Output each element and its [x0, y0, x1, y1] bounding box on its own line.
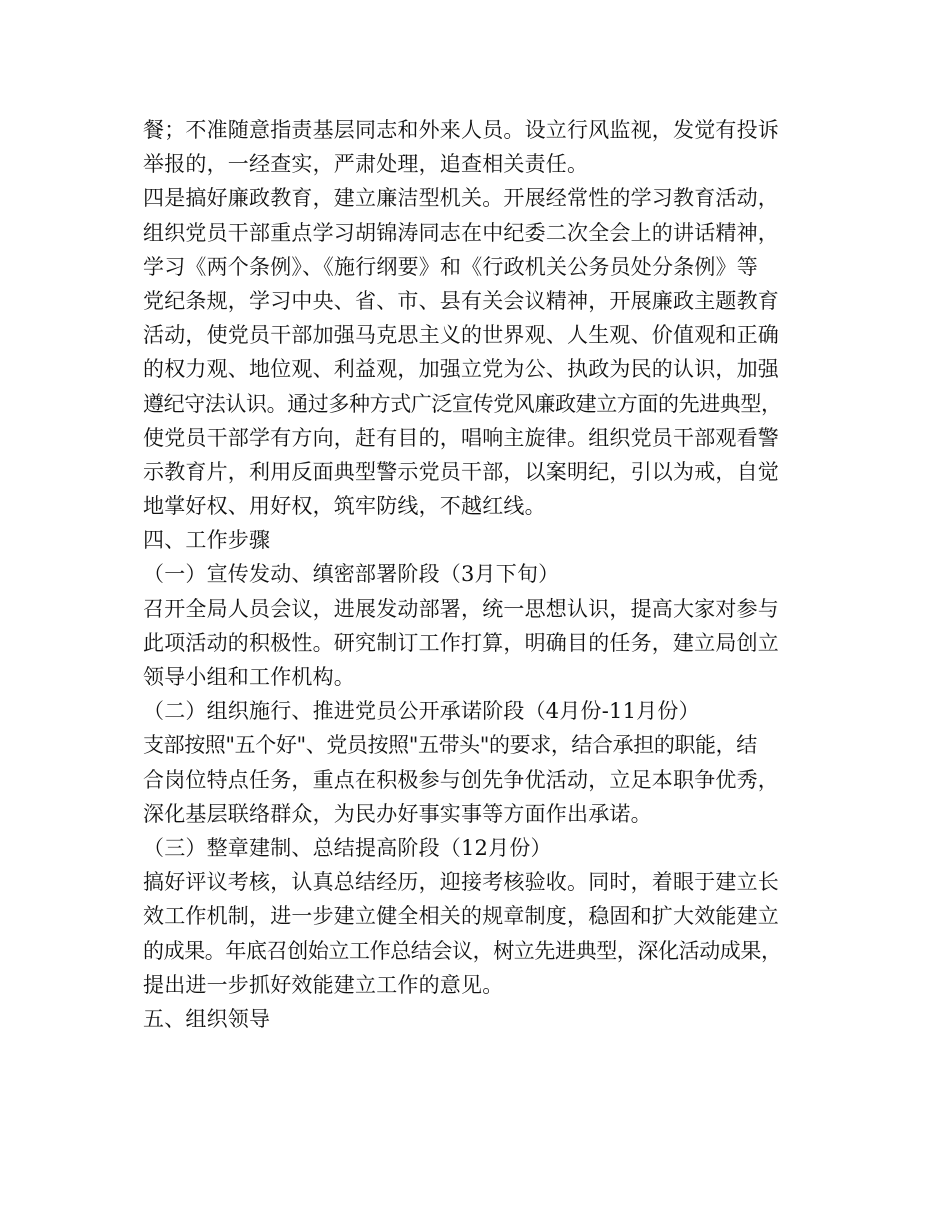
text-line: 效工作机制，进一步建立健全相关的规章制度，稳固和扩大效能建立	[143, 904, 779, 929]
text-line: 召开全局人员会议，进展发动部署，统一思想认识，提高大家对参与	[143, 596, 779, 621]
body-text	[143, 113, 843, 1036]
text-line: 组织党员干部重点学习胡锦涛同志在中纪委二次全会上的讲话精神，	[143, 220, 779, 245]
text-line: 举报的，一经查实，严肃处理，追查相关责任。	[143, 152, 589, 177]
text-line: 学习《两个条例》、《施行纲要》和《行政机关公务员处分条例》等	[143, 254, 758, 279]
text-line: 领导小组和工作机构。	[143, 665, 355, 689]
subsection-heading: （三）整章建制、总结提高阶段（12月份）	[143, 835, 552, 860]
text-line: 支部按照"五个好"、党员按照"五带头"的要求，结合承担的职能，结	[143, 733, 757, 758]
text-line: 使党员干部学有方向，赶有目的，唱响主旋律。组织党员干部观看警	[143, 425, 779, 450]
subsection-heading: （二）组织施行、推进党员公开承诺阶段（4月份-11月份）	[143, 699, 700, 724]
text-line: 示教育片，利用反面典型警示党员干部，以案明纪，引以为戒，自觉	[143, 459, 779, 484]
text-line: 此项活动的积极性。研究制订工作打算，明确目的任务，建立局创立	[143, 630, 779, 655]
section-heading: 五、组织领导	[143, 1006, 271, 1031]
text-line: 地掌好权、用好权，筑牢防线，不越红线。	[143, 494, 546, 519]
text-line: 深化基层联络群众，为民办好事实事等方面作出承诺。	[143, 801, 652, 826]
text-line: 四是搞好廉政教育，建立廉洁型机关。开展经常性的学习教育活动，	[143, 186, 779, 211]
text-line: 党纪条规，学习中央、省、市、县有关会议精神，开展廉政主题教育	[143, 288, 779, 313]
text-line: 的成果。年底召创始立工作总结会议，树立先进典型，深化活动成果，	[143, 938, 782, 963]
text-line: 的权力观、地位观、利益观，加强立党为公、执政为民的认识，加强	[143, 357, 779, 382]
text-line: 合岗位特点任务，重点在积极参与创先争优活动，立足本职争优秀，	[143, 767, 779, 792]
subsection-heading: （一）宣传发动、缜密部署阶段（3月下旬）	[143, 562, 560, 587]
section-heading: 四、工作步骤	[143, 528, 271, 553]
text-line: 活动，使党员干部加强马克思主义的世界观、人生观、价值观和正确	[143, 323, 779, 348]
text-line: 提出进一步抓好效能建立工作的意见。	[143, 972, 504, 997]
text-line: 搞好评议考核，认真总结经历，迎接考核验收。同时，着眼于建立长	[143, 870, 779, 895]
text-line: 餐；不准随意指责基层同志和外来人员。设立行风监视，发觉有投诉	[143, 118, 779, 142]
text-line: 遵纪守法认识。通过多种方式广泛宣传党风廉政建立方面的先进典型，	[143, 391, 782, 416]
